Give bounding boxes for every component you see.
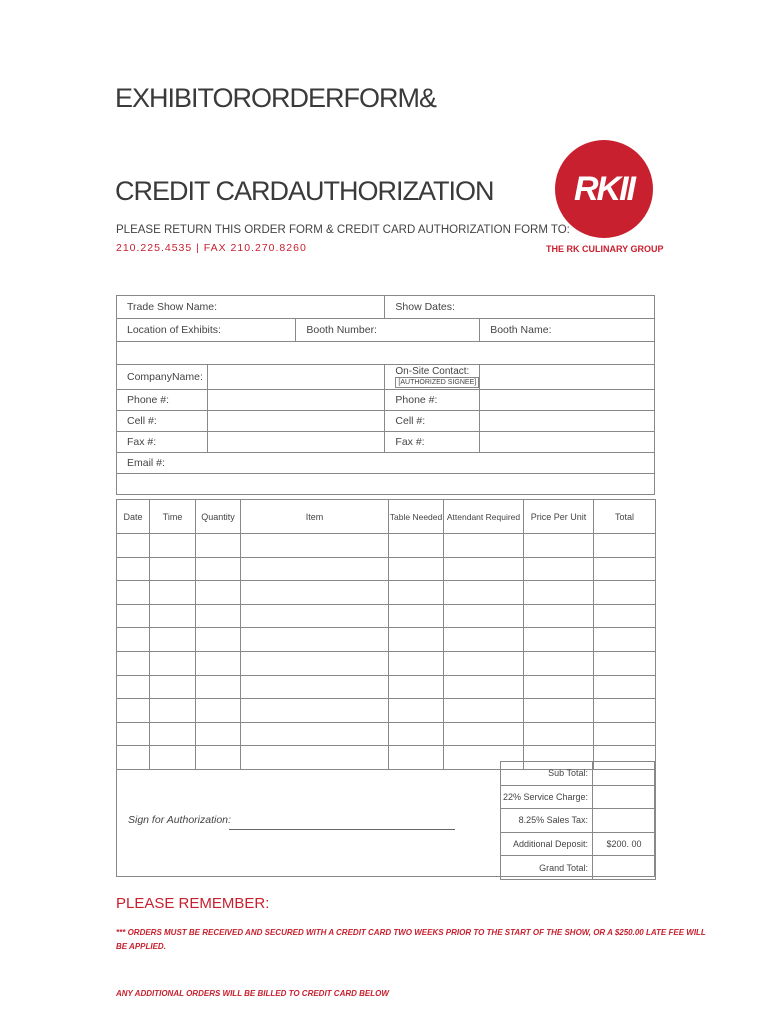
title-line-2: CREDIT CARDAUTHORIZATION [115, 176, 494, 206]
order-cell[interactable] [150, 628, 196, 652]
order-row [117, 557, 656, 581]
order-cell[interactable] [117, 557, 150, 581]
fax-right-label: Fax #: [395, 436, 425, 448]
order-cell[interactable] [524, 557, 594, 581]
fax-left-label-cell [117, 432, 208, 453]
order-cell[interactable] [389, 722, 444, 746]
col-date: Date [117, 500, 150, 534]
phone-right-label: Phone #: [395, 394, 438, 406]
order-cell[interactable] [524, 699, 594, 723]
cell-left-label-cell [117, 411, 208, 432]
location-field[interactable] [117, 319, 296, 342]
company-logo [555, 140, 653, 238]
order-cell[interactable] [524, 604, 594, 628]
order-cell[interactable] [150, 699, 196, 723]
order-cell[interactable] [389, 651, 444, 675]
order-cell[interactable] [196, 557, 241, 581]
spacer-row [117, 342, 655, 365]
sub-total-label: Sub Total: [501, 762, 593, 786]
totals-table [500, 761, 656, 880]
order-cell[interactable] [241, 699, 389, 723]
order-cell[interactable] [117, 722, 150, 746]
email-label: Email #: [127, 457, 165, 469]
order-cell[interactable] [594, 699, 656, 723]
order-cell[interactable] [444, 604, 524, 628]
order-rows [117, 534, 656, 770]
order-row [117, 581, 656, 605]
order-cell[interactable] [150, 604, 196, 628]
company-name-label-cell [117, 365, 208, 390]
grand-total-value[interactable] [593, 856, 656, 880]
order-cell[interactable] [196, 675, 241, 699]
col-item: Item [241, 500, 389, 534]
order-cell[interactable] [150, 581, 196, 605]
order-cell[interactable] [150, 534, 196, 558]
order-cell[interactable] [241, 722, 389, 746]
order-cell[interactable] [196, 628, 241, 652]
please-remember-heading: PLEASE REMEMBER: [116, 895, 270, 912]
order-cell[interactable] [117, 534, 150, 558]
order-row [117, 722, 656, 746]
order-cell[interactable] [241, 604, 389, 628]
cell-right-label: Cell #: [395, 415, 426, 427]
order-cell[interactable] [150, 651, 196, 675]
order-cell[interactable] [594, 675, 656, 699]
order-cell[interactable] [524, 628, 594, 652]
order-cell[interactable] [196, 722, 241, 746]
order-row [117, 651, 656, 675]
order-cell[interactable] [594, 604, 656, 628]
order-cell[interactable] [594, 557, 656, 581]
cell-left-label: Cell #: [127, 415, 157, 427]
order-cell[interactable] [524, 581, 594, 605]
order-cell[interactable] [444, 534, 524, 558]
spacer-row-2 [117, 474, 655, 495]
logo-mark: RKII [574, 169, 634, 208]
order-row [117, 699, 656, 723]
authorized-signee-note: [AUTHORIZED SIGNEE] [395, 377, 479, 388]
additional-deposit-value: $200. 00 [593, 832, 656, 856]
order-cell[interactable] [196, 651, 241, 675]
order-cell[interactable] [524, 651, 594, 675]
order-cell[interactable] [524, 534, 594, 558]
order-row [117, 675, 656, 699]
order-cell[interactable] [196, 581, 241, 605]
cell-left-input[interactable] [207, 411, 384, 432]
order-cell[interactable] [117, 699, 150, 723]
sales-tax-label: 8.25% Sales Tax: [501, 809, 593, 833]
order-cell[interactable] [389, 628, 444, 652]
order-cell[interactable] [117, 675, 150, 699]
order-cell[interactable] [117, 581, 150, 605]
fax-left-input[interactable] [207, 432, 384, 453]
trade-show-name-field[interactable] [117, 296, 385, 319]
order-header-row [117, 500, 656, 534]
cell-right-input[interactable] [480, 411, 655, 432]
phone-left-label: Phone #: [127, 394, 170, 406]
return-instructions: PLEASE RETURN THIS ORDER FORM & CREDIT CARD AUTHORIZATION FORM TO: [116, 224, 570, 236]
logo-caption: THE RK CULINARY GROUP [546, 244, 664, 254]
logo-circle [555, 140, 653, 238]
service-charge-value[interactable] [593, 785, 656, 809]
onsite-contact-input[interactable] [480, 365, 655, 390]
grand-total-label: Grand Total: [501, 856, 593, 880]
sales-tax-value[interactable] [593, 809, 656, 833]
order-row [117, 628, 656, 652]
booth-number-label: Booth Number: [306, 324, 377, 336]
exhibitor-info-table [116, 295, 655, 495]
phone-right-label-cell [385, 390, 480, 411]
service-charge-label: 22% Service Charge: [501, 785, 593, 809]
location-label: Location of Exhibits: [127, 324, 221, 336]
col-price-per-unit: Price Per Unit [524, 500, 594, 534]
signature-line[interactable] [229, 829, 455, 830]
order-cell[interactable] [196, 699, 241, 723]
phone-left-input[interactable] [207, 390, 384, 411]
order-cell[interactable] [241, 628, 389, 652]
order-cell[interactable] [444, 699, 524, 723]
order-cell[interactable] [524, 722, 594, 746]
order-cell[interactable] [150, 675, 196, 699]
order-row [117, 604, 656, 628]
order-cell[interactable] [594, 628, 656, 652]
col-time: Time [150, 500, 196, 534]
order-cell[interactable] [241, 581, 389, 605]
order-cell[interactable] [444, 651, 524, 675]
cell-right-label-cell [385, 411, 480, 432]
order-cell[interactable] [389, 604, 444, 628]
onsite-contact-label: On-Site Contact: [395, 365, 470, 377]
order-cell[interactable] [594, 534, 656, 558]
show-dates-label: Show Dates: [395, 301, 455, 313]
title-line-1: EXHIBITORORDERFORM& [115, 83, 437, 113]
order-cell[interactable] [241, 557, 389, 581]
col-total: Total [594, 500, 656, 534]
contact-numbers: 210.225.4535 | FAX 210.270.8260 [116, 242, 307, 254]
booth-name-field[interactable] [480, 319, 655, 342]
order-cell[interactable] [389, 534, 444, 558]
additional-deposit-label: Additional Deposit: [501, 832, 593, 856]
booth-number-field[interactable] [296, 319, 480, 342]
col-attendant-required: Attendant Required [444, 500, 524, 534]
order-cell[interactable] [241, 675, 389, 699]
orders-deadline-note: *** ORDERS MUST BE RECEIVED AND SECURED WITH A CREDIT CARD TWO WEEKS PRIOR TO THE START OF THE SHOW, OR A $250.00 LATE FEE WILL BE APPLIED. [116, 928, 706, 951]
order-cell[interactable] [117, 651, 150, 675]
order-cell[interactable] [524, 675, 594, 699]
order-cell[interactable] [444, 722, 524, 746]
order-cell[interactable] [594, 722, 656, 746]
trade-show-name-label: Trade Show Name: [127, 301, 218, 313]
fax-left-label: Fax #: [127, 436, 157, 448]
order-cell[interactable] [389, 675, 444, 699]
order-cell[interactable] [444, 675, 524, 699]
order-cell[interactable] [444, 581, 524, 605]
fax-right-label-cell [385, 432, 480, 453]
email-field[interactable] [117, 453, 655, 474]
order-cell[interactable] [196, 534, 241, 558]
order-cell[interactable] [444, 557, 524, 581]
order-cell[interactable] [389, 581, 444, 605]
order-cell[interactable] [150, 722, 196, 746]
company-name-input[interactable] [207, 365, 384, 390]
sign-authorization-label: Sign for Authorization: [128, 814, 231, 826]
order-cell[interactable] [196, 604, 241, 628]
show-dates-field[interactable] [385, 296, 655, 319]
fax-right-input[interactable] [480, 432, 655, 453]
order-row [117, 534, 656, 558]
order-items-table [116, 499, 656, 770]
order-cell[interactable] [241, 534, 389, 558]
order-cell[interactable] [117, 628, 150, 652]
order-cell[interactable] [594, 651, 656, 675]
booth-name-label: Booth Name: [490, 324, 552, 336]
order-cell[interactable] [444, 628, 524, 652]
order-cell[interactable] [241, 651, 389, 675]
phone-right-input[interactable] [480, 390, 655, 411]
phone-left-label-cell [117, 390, 208, 411]
order-cell[interactable] [389, 699, 444, 723]
order-cell[interactable] [150, 557, 196, 581]
billing-note: ANY ADDITIONAL ORDERS WILL BE BILLED TO CREDIT CARD BELOW [116, 989, 389, 998]
sub-total-value[interactable] [593, 762, 656, 786]
order-cell[interactable] [389, 557, 444, 581]
order-cell[interactable] [117, 604, 150, 628]
col-quantity: Quantity [196, 500, 241, 534]
onsite-contact-cell [385, 365, 480, 390]
company-name-label: CompanyName: [127, 371, 203, 383]
order-cell[interactable] [594, 581, 656, 605]
col-table-needed: Table Needed [389, 500, 444, 534]
